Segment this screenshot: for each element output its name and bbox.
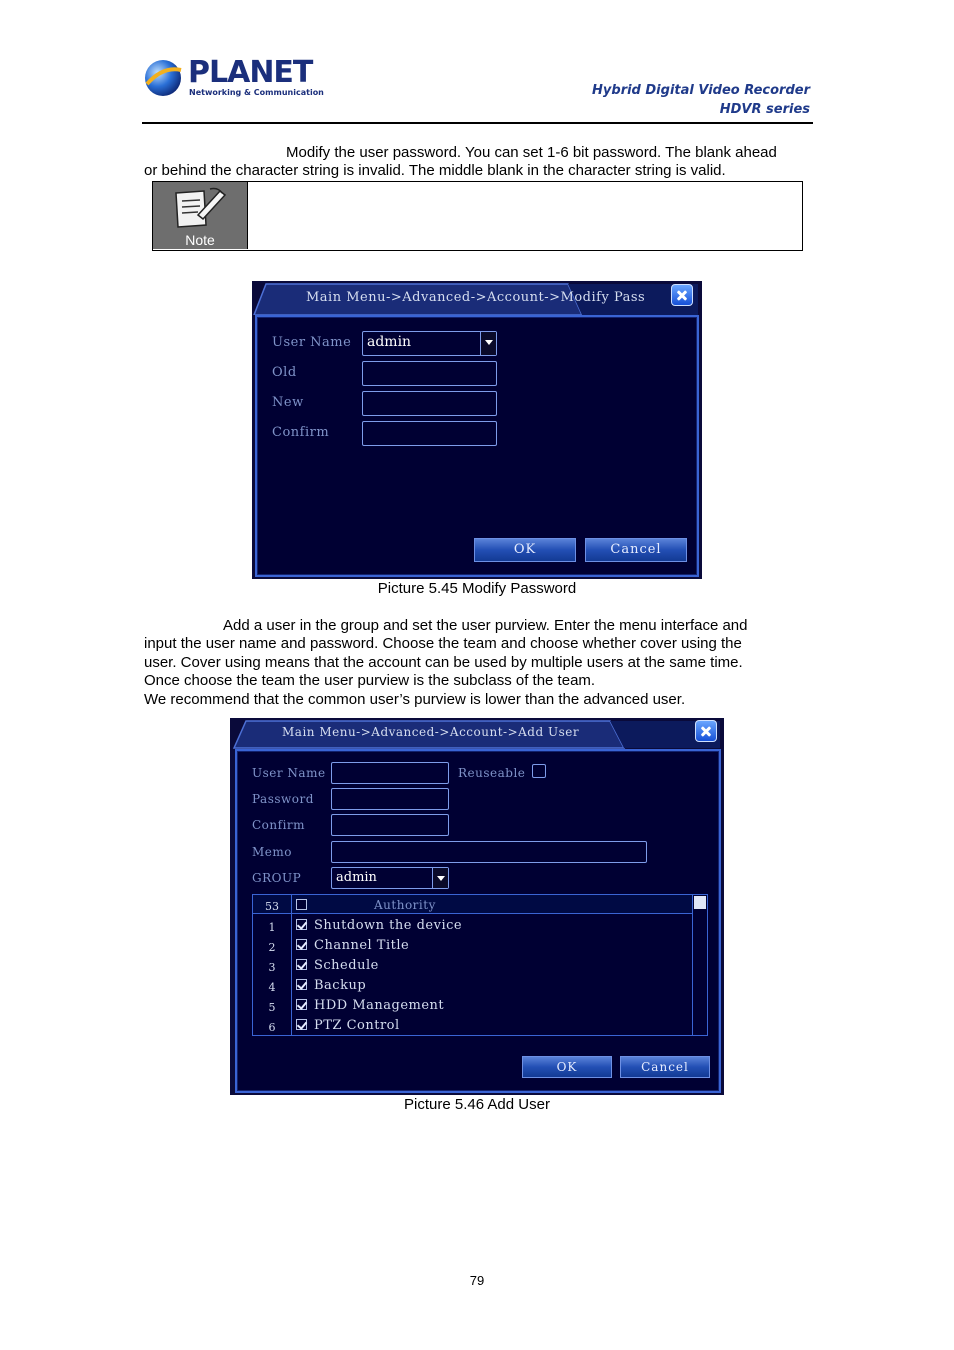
group-label: GROUP xyxy=(252,871,302,885)
caption-modify: Picture 5.45 Modify Password xyxy=(377,580,577,597)
product-line-2: HDVR series xyxy=(719,102,810,117)
brand-name: PLANET xyxy=(188,55,313,90)
add-para-line-4: Once choose the team the user purview is the subclass of the team. xyxy=(144,672,596,689)
authority-header: Authority xyxy=(374,898,436,912)
scrollbar-handle[interactable] xyxy=(694,896,706,909)
caption-add: Picture 5.46 Add User xyxy=(404,1096,550,1113)
ok-button[interactable]: OK xyxy=(474,538,576,562)
password-label: Password xyxy=(252,792,314,806)
user-name-value: admin xyxy=(367,334,412,350)
user-name-input[interactable] xyxy=(331,762,449,784)
old-password-input[interactable] xyxy=(362,361,497,386)
authority-count: 53 xyxy=(265,900,279,913)
user-name-label: User Name xyxy=(272,335,352,350)
new-password-input[interactable] xyxy=(362,391,497,416)
modify-para-line-1: Modify the user password. You can set 1-6 bit password. The blank ahead xyxy=(286,144,777,161)
confirm-input[interactable] xyxy=(331,814,449,836)
add-para-line-1: Add a user in the group and set the user purview. Enter the menu interface and xyxy=(223,617,748,634)
row-label: PTZ Control xyxy=(314,1018,400,1033)
reuseable-label: Reuseable xyxy=(458,766,526,780)
group-value: admin xyxy=(336,870,377,885)
chevron-down-icon[interactable] xyxy=(480,332,496,355)
row-checkbox[interactable] xyxy=(296,939,307,950)
cancel-button[interactable]: Cancel xyxy=(585,538,687,562)
row-label: Schedule xyxy=(314,958,379,973)
reuseable-checkbox[interactable] xyxy=(532,764,546,778)
row-label: Channel Title xyxy=(314,938,410,953)
row-checkbox[interactable] xyxy=(296,999,307,1010)
note-pen-icon xyxy=(170,185,230,231)
modify-para-line-2: or behind the character string is invalid. The middle blank in the character string is valid. xyxy=(144,162,726,179)
dialog-title: Main Menu->Advanced->Account->Modify Pass xyxy=(306,290,646,305)
group-select[interactable] xyxy=(331,867,449,889)
memo-input[interactable] xyxy=(331,841,647,863)
add-user-dialog xyxy=(230,718,724,1095)
row-label: Shutdown the device xyxy=(314,918,463,933)
row-checkbox[interactable] xyxy=(296,959,307,970)
close-icon[interactable] xyxy=(671,284,693,306)
row-number: 2 xyxy=(268,941,276,954)
globe-icon xyxy=(143,58,183,98)
user-name-select[interactable] xyxy=(362,331,497,356)
add-para-line-3: user. Cover using means that the account can be used by multiple users at the same time. xyxy=(144,654,743,671)
select-all-checkbox[interactable] xyxy=(296,899,307,910)
close-icon[interactable] xyxy=(695,720,717,742)
authority-table-header xyxy=(253,895,693,914)
old-password-label: Old xyxy=(272,365,297,380)
confirm-password-input[interactable] xyxy=(362,421,497,446)
confirm-password-label: Confirm xyxy=(272,425,330,440)
password-input[interactable] xyxy=(331,788,449,810)
chevron-down-icon[interactable] xyxy=(432,868,448,888)
cancel-button[interactable]: Cancel xyxy=(620,1056,710,1078)
planet-logo xyxy=(143,55,324,100)
row-number: 1 xyxy=(268,921,276,934)
product-line-1: Hybrid Digital Video Recorder xyxy=(592,83,810,98)
row-checkbox[interactable] xyxy=(296,919,307,930)
note-icon-panel xyxy=(153,182,248,249)
ok-button[interactable]: OK xyxy=(522,1056,612,1078)
row-checkbox[interactable] xyxy=(296,1019,307,1030)
user-name-label: User Name xyxy=(252,766,326,780)
memo-label: Memo xyxy=(252,845,292,859)
page-number: 79 xyxy=(469,1273,485,1288)
confirm-label: Confirm xyxy=(252,818,306,832)
row-number: 6 xyxy=(268,1021,276,1034)
row-label: Backup xyxy=(314,978,367,993)
header-rule xyxy=(142,122,813,124)
row-label: HDD Management xyxy=(314,998,445,1013)
add-para-line-2: input the user name and password. Choose the team and choose whether cover using the xyxy=(144,635,742,652)
row-number: 4 xyxy=(268,981,276,994)
row-checkbox[interactable] xyxy=(296,979,307,990)
modify-pass-dialog xyxy=(252,281,702,579)
note-box xyxy=(152,181,803,251)
row-number: 5 xyxy=(268,1001,276,1014)
note-label: Note xyxy=(185,232,215,248)
scrollbar-divider xyxy=(692,895,693,1035)
add-para-line-5: We recommend that the common user’s purview is lower than the advanced user. xyxy=(144,691,686,708)
row-number: 3 xyxy=(268,961,276,974)
dialog-title: Main Menu->Advanced->Account->Add User xyxy=(282,725,580,739)
column-divider xyxy=(291,895,292,1035)
brand-tagline: Networking & Communication xyxy=(189,88,324,97)
new-password-label: New xyxy=(272,395,304,410)
